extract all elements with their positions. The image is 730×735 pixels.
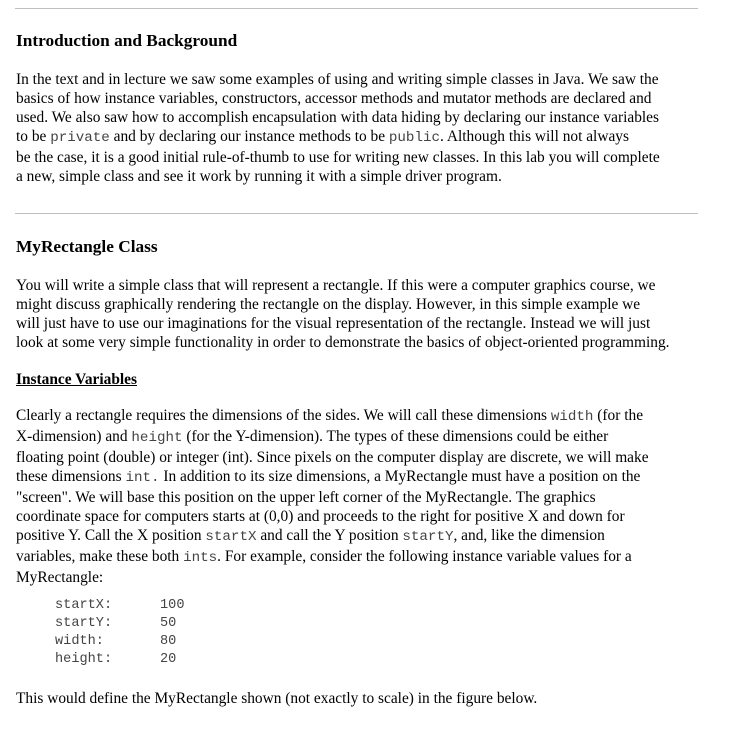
- text-line: You will write a simple class that will represent a rectangle. If this were a computer graphics course, we: [16, 277, 656, 294]
- text-line: will just have to use our imaginations for the visual representation of the rectangle. Instead we will just: [16, 315, 651, 332]
- text-line: "screen". We will base this position on the upper left corner of the MyRectangle. The graphics: [16, 489, 596, 506]
- variable-name: height:: [55, 652, 113, 667]
- intro-paragraph: [16, 70, 700, 186]
- text-segment: X-dimension) and: [16, 428, 132, 445]
- text-line: [16, 547, 700, 568]
- inline-code: private: [50, 130, 110, 146]
- instance-variables-paragraph: [16, 406, 700, 587]
- text-line: basics of how instance variables, constructors, accessor methods and mutator methods are declared and: [16, 90, 652, 107]
- variable-value: 20: [160, 652, 177, 667]
- text-segment: , and, like the dimension: [453, 527, 605, 544]
- text-segment: to be: [16, 128, 51, 145]
- text-line: a new, simple class and see it work by running it with a simple driver program.: [16, 168, 502, 185]
- variable-row: [55, 615, 184, 633]
- text-segment: these dimensions: [16, 468, 126, 485]
- text-segment: (for the Y-dimension). The types of these dimensions could be either: [182, 428, 609, 445]
- text-line: coordinate space for computers starts at (0,0) and proceeds to the right for positive X and down for: [16, 508, 625, 525]
- text-line: In the text and in lecture we saw some examples of using and writing simple classes in Java. We saw the: [16, 71, 659, 88]
- example-variables: [55, 597, 184, 669]
- closing-paragraph: This would define the MyRectangle shown (not exactly to scale) in the figure below.: [16, 690, 538, 707]
- text-line: MyRectangle:: [16, 569, 104, 586]
- text-segment: (for the: [593, 407, 644, 424]
- text-segment: variables, make these both: [16, 548, 184, 565]
- text-line: [16, 467, 700, 488]
- text-line: used. We also saw how to accomplish encapsulation with data hiding by declaring our instance variables: [16, 109, 660, 126]
- top-divider: [15, 8, 698, 9]
- text-segment: positive Y. Call the X position: [16, 527, 206, 544]
- instance-variables-heading: Instance Variables: [16, 371, 138, 388]
- variable-value: 80: [160, 634, 177, 649]
- variable-row: [55, 651, 184, 669]
- text-segment: . For example, consider the following instance variable values for a: [217, 548, 632, 565]
- variable-row: [55, 633, 184, 651]
- inline-code: ints: [183, 550, 218, 566]
- inline-code: height: [131, 430, 183, 446]
- inline-code: int.: [125, 470, 160, 486]
- inline-code: startX: [205, 529, 257, 545]
- intro-heading: Introduction and Background: [16, 31, 238, 50]
- myrectangle-paragraph: [16, 276, 700, 352]
- variable-name: startX:: [55, 598, 113, 613]
- text-line: [16, 427, 700, 448]
- inline-code: public: [388, 130, 440, 146]
- text-segment: Clearly a rectangle requires the dimensions of the sides. We will call these dimensions: [16, 407, 551, 424]
- variable-value: 50: [160, 616, 177, 631]
- text-line: might discuss graphically rendering the rectangle on the display. However, in this simple example we: [16, 296, 641, 313]
- inline-code: startY: [402, 529, 454, 545]
- variable-name: startY:: [55, 616, 113, 631]
- text-line: floating point (double) or integer (int). Since pixels on the computer display are discrete, we will make: [16, 449, 649, 466]
- section-divider: [15, 213, 698, 214]
- variable-row: [55, 597, 184, 615]
- text-segment: and call the Y position: [256, 527, 403, 544]
- text-segment: In addition to its size dimensions, a MyRectangle must have a position on the: [159, 468, 641, 485]
- text-segment: . Although this will not always: [440, 128, 629, 145]
- inline-code: width: [550, 409, 594, 425]
- variable-name: width:: [55, 634, 104, 649]
- text-line: [16, 526, 700, 547]
- text-segment: and by declaring our instance methods to be: [109, 128, 389, 145]
- variable-value: 100: [160, 598, 185, 613]
- text-line: be the case, it is a good initial rule-of-thumb to use for writing new classes. In this lab you will complete: [16, 149, 660, 166]
- text-line: look at some very simple functionality in order to demonstrate the basics of object-oriented programming.: [16, 334, 670, 351]
- text-line: [16, 127, 700, 148]
- myrectangle-heading: MyRectangle Class: [16, 237, 158, 256]
- text-line: [16, 406, 700, 427]
